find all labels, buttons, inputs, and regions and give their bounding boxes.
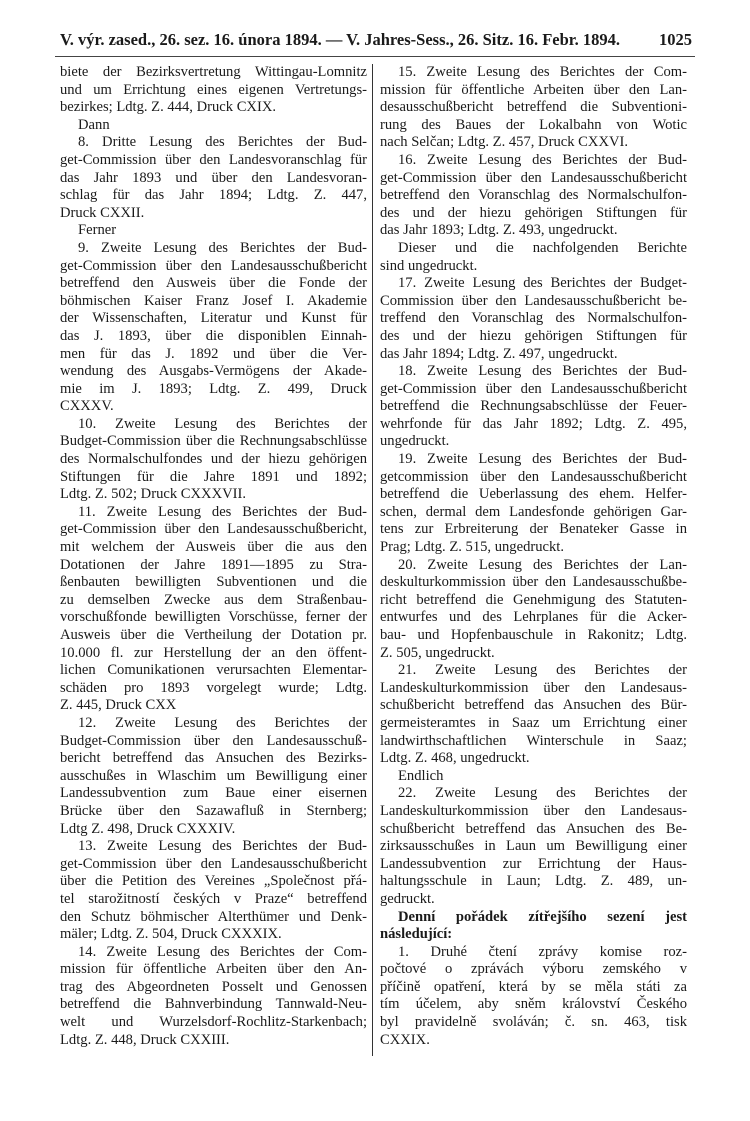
text-line: 9. Zweite Lesung des Berichtes der Bud-	[78, 239, 367, 256]
text-line: mit welchem der Ausweis über die aus den	[60, 539, 367, 556]
text-line: Ausweis über die Vertheilung der Dotation pr.	[60, 627, 367, 643]
text-line: příčině opatření, která by se měla státi za	[380, 978, 687, 995]
paragraph	[380, 363, 687, 451]
text-line: Prag; Ldtg. Z. 515, ungedruckt.	[380, 539, 565, 556]
text-line: Z. 505, ungedruckt.	[380, 644, 495, 661]
text-line: tím účelem, aby sněm království Českého	[380, 996, 687, 1013]
text-line: men für das J. 1892 und über die Ver-	[60, 345, 367, 362]
text-line: ungedruckt.	[380, 433, 450, 450]
text-line: welt und Wurzelsdorf-Rochlitz-Starkenbach;	[60, 1014, 367, 1031]
paragraph	[380, 240, 687, 275]
text-line: betreffend den Ausweis über die Fonde der	[60, 275, 367, 292]
paragraph	[60, 838, 367, 944]
text-line: und um Errichtung eines eigenen Vertretungs-	[60, 81, 367, 98]
text-line: Stiftungen für die Jahre 1891 und 1892;	[60, 468, 367, 485]
text-line: 10.000 fl. zur Herstellung der an den öffent-	[60, 644, 367, 661]
text-line: getcommission über den Landesausschußbericht	[380, 468, 687, 485]
paragraph	[60, 64, 367, 117]
text-line: následující:	[380, 926, 453, 943]
page-number: 1025	[659, 30, 692, 49]
text-line: zirksausschußes in Laun um Bewilligung einer	[380, 838, 687, 855]
paragraph	[60, 416, 367, 504]
text-line: gedruckt.	[380, 890, 435, 907]
text-line: ßenbauten bewilligten Subventionen und die	[60, 574, 367, 591]
text-line: trag des Abgeordneten Posselt und Genossen	[60, 978, 367, 995]
text-line: tel starožitností českých v Praze“ betreffend	[60, 890, 367, 907]
text-line: biete der Bezirksvertretung Wittingau-Lomnitz	[60, 64, 367, 80]
text-line: Landessubvention zum Baue einer eisernen	[60, 785, 367, 802]
text-line: sind ungedruckt.	[380, 257, 478, 274]
text-line: über die Petition des Vereines „Společnost přá-	[60, 873, 367, 890]
text-line: CXXIX.	[380, 1031, 430, 1048]
header-rule	[55, 56, 695, 57]
text-line: 13. Zweite Lesung des Berichtes der Bud-	[78, 838, 367, 855]
text-line: betreffend die Ueberlassung des ehem. Helfer-	[380, 486, 687, 503]
left-column	[60, 64, 367, 1049]
text-line: schlag für das Jahr 1894; Ldtg. Z. 447,	[60, 187, 367, 204]
paragraph	[380, 64, 687, 152]
text-line: bezirkes; Ldtg. Z. 444, Druck CXIX.	[60, 99, 277, 116]
text-line: 18. Zweite Lesung des Berichtes der Bud-	[398, 363, 687, 380]
text-line: 15. Zweite Lesung des Berichtes der Com-	[398, 64, 687, 80]
paragraph	[380, 944, 687, 1050]
paragraph	[60, 134, 367, 222]
text-line: byl pravidelně svoláván; č. sn. 463, tisk	[380, 1014, 687, 1031]
text-line: mission für öffentliche Arbeiten über den An-	[60, 961, 367, 978]
running-header	[60, 30, 692, 50]
text-line: bericht betreffend das Ansuchen des Bezirks-	[60, 750, 367, 767]
paragraph	[60, 222, 367, 240]
text-line: CXXXV.	[60, 398, 114, 415]
text-line: betreffend die Rechnungsabschlüsse der Feuer-	[380, 398, 687, 415]
paragraph	[60, 504, 367, 715]
text-line: schußbericht betreffend das Ansuchen des Bür-	[380, 697, 687, 714]
text-line: tens zur Erbreiterung der Benateker Gasse in	[380, 521, 687, 538]
text-line: Druck CXXII.	[60, 204, 145, 221]
paragraph	[380, 785, 687, 908]
text-line: 20. Zweite Lesung des Berichtes der Lan-	[398, 556, 687, 573]
text-line: betreffend den Voranschlag des Normalschulfon-	[380, 187, 687, 204]
text-line: Budget-Commission über die Rechnungsabschlüsse	[60, 433, 367, 450]
text-line: get-Commission über den Landesausschußbericht	[60, 855, 367, 872]
text-line: Ldtg. Z. 468, ungedruckt.	[380, 750, 530, 767]
text-line: Ldtg. Z. 502; Druck CXXXVII.	[60, 486, 247, 503]
text-line: vorschußfonde bewilligten Vorschüsse, ferner der	[60, 609, 367, 626]
text-line: zu demselben Zwecke aus dem Straßenbau-	[60, 591, 367, 608]
text-line: 16. Zweite Lesung des Berichtes der Bud-	[398, 151, 687, 168]
text-line: das Jahr 1893; Ldtg. Z. 493, ungedruckt.	[380, 222, 618, 239]
text-line: lichen Comunikationen verursachten Elementar-	[60, 662, 367, 679]
text-line: Ldtg Z. 498, Druck CXXXIV.	[60, 820, 236, 837]
paragraph	[60, 240, 367, 416]
text-line: richt betreffend die Genehmigung des Statuten-	[380, 591, 687, 608]
text-line: treffend den Voranschlag des Normalschulfon-	[380, 310, 687, 327]
text-line: 22. Zweite Lesung des Berichtes der	[398, 785, 687, 802]
text-line: des und der hiezu gehörigen Stiftungen für	[380, 204, 687, 221]
text-line: Z. 445, Druck CXX	[60, 697, 177, 714]
paragraph	[380, 909, 687, 944]
text-line: Budget-Commission über den Landesausschuß-	[60, 732, 367, 749]
text-line: get-Commission über den Landesvoranschlag für	[60, 151, 367, 168]
column-divider	[372, 64, 373, 1056]
text-line: schen, dermal dem Landesfonde gehörigen Gar-	[380, 503, 687, 520]
text-line: mission für öffentliche Arbeiten über den Lan-	[380, 81, 687, 98]
paragraph	[380, 152, 687, 240]
paragraph	[60, 944, 367, 1050]
text-line: schußbericht betreffend das Ansuchen des Be-	[380, 820, 687, 837]
paragraph	[380, 451, 687, 557]
text-line: Landessubvention zur Errichtung der Haus-	[380, 855, 687, 872]
text-line: 8. Dritte Lesung des Berichtes der Bud-	[78, 134, 367, 151]
text-line: get-Commission über den Landesausschußbericht	[380, 380, 687, 397]
text-line: bau- und Hopfenbauschule in Rakonitz; Ldtg.	[380, 627, 687, 643]
text-line: entwurfes und des Lehrplanes für die Acker-	[380, 609, 687, 626]
text-line: der Wissenschaften, Literatur und Kunst für	[60, 310, 367, 327]
text-line: Dotationen der Jahre 1891—1895 zu Stra-	[60, 556, 367, 573]
text-line: počtové o zprávách výboru zemského v	[380, 961, 687, 978]
text-line: böhmischen Kaiser Franz Josef I. Akademie	[60, 292, 367, 309]
paragraph	[380, 768, 687, 786]
paragraph	[380, 662, 687, 768]
text-line: ausschußes in Wlaschim um Bewilligung einer	[60, 767, 367, 784]
text-line: get-Commission über den Landesausschußbericht,	[60, 521, 367, 538]
text-line: Brücke über den Sazawafluß in Sternberg;	[60, 802, 367, 819]
text-line: landwirthschaftlichen Winterschule in Saaz;	[380, 732, 687, 749]
text-line: 1. Druhé čtení zprávy komise roz-	[398, 943, 687, 960]
text-line: wendung des Ausgabs-Vermögens der Akade-	[60, 363, 367, 380]
text-line: mie im J. 1893; Ldtg. Z. 499, Druck	[60, 380, 367, 397]
text-line: Endlich	[398, 767, 444, 784]
text-line: Landeskulturkommission über den Landesaus-	[380, 802, 687, 819]
text-line: Dieser und die nachfolgenden Berichte	[398, 239, 687, 256]
text-line: 12. Zweite Lesung des Berichtes der	[78, 714, 367, 731]
text-line: 19. Zweite Lesung des Berichtes der Bud-	[398, 451, 687, 468]
text-line: Ferner	[78, 222, 117, 239]
text-line: Denní pořádek zítřejšího sezení jest	[398, 908, 687, 925]
text-line: wehrfonde für das Jahr 1892; Ldtg. Z. 495,	[380, 415, 687, 432]
text-line: Ldtg. Z. 448, Druck CXXIII.	[60, 1031, 230, 1048]
paragraph	[380, 557, 687, 663]
text-line: get-Commission über den Landesausschußbericht	[380, 169, 687, 186]
header-title: V. výr. zased., 26. sez. 16. února 1894. — V. Jahres-Sess., 26. Sitz. 16. Febr. 1894.	[60, 30, 620, 49]
text-line: Dann	[78, 116, 110, 133]
text-line: betreffend die Bahnverbindung Tannwald-Neu-	[60, 996, 367, 1013]
text-line: das J. 1893, über die disponiblen Einnah-	[60, 327, 367, 344]
text-line: rung des Baues der Lokalbahn von Wotic	[380, 116, 687, 133]
text-line: das Jahr 1893 und über den Landesvoran-	[60, 169, 367, 186]
text-line: get-Commission über den Landesausschußbericht	[60, 257, 367, 274]
text-line: nach Selčan; Ldtg. Z. 457, Druck CXXVI.	[380, 134, 629, 151]
text-line: mäler; Ldtg. Z. 504, Druck CXXXIX.	[60, 926, 282, 943]
right-column	[380, 64, 687, 1049]
text-line: 11. Zweite Lesung des Berichtes der Bud-	[78, 503, 367, 520]
text-line: das Jahr 1894; Ldtg. Z. 497, ungedruckt.	[380, 345, 618, 362]
paragraph	[60, 715, 367, 838]
paragraph	[60, 117, 367, 135]
text-line: 10. Zweite Lesung des Berichtes der	[78, 415, 367, 432]
text-line: 17. Zweite Lesung des Berichtes der Budget-	[398, 275, 687, 292]
text-line: den Schutz böhmischer Alterthümer und Denk-	[60, 908, 367, 925]
text-line: schäden pro 1893 vorgelegt wurde; Ldtg.	[60, 679, 367, 696]
text-line: haltungsschule in Laun; Ldtg. Z. 489, un-	[380, 873, 687, 890]
text-line: germeisteramtes in Saaz um Errichtung einer	[380, 714, 687, 731]
text-line: Landeskulturkommission über den Landesaus-	[380, 679, 687, 696]
text-line: des Normalschulfondes und der hiezu gehörigen	[60, 451, 367, 468]
paragraph	[380, 275, 687, 363]
text-line: des und der hiezu gehörigen Stiftungen für	[380, 327, 687, 344]
text-line: 21. Zweite Lesung des Berichtes der	[398, 662, 687, 679]
text-line: Commission über den Landesausschußbericht be-	[380, 292, 687, 309]
text-line: desausschußbericht betreffend die Subventioni-	[380, 99, 687, 116]
text-line: deskulturkommission über den Landesausschußbe-	[380, 574, 687, 591]
text-line: 14. Zweite Lesung des Berichtes der Com-	[78, 943, 367, 960]
